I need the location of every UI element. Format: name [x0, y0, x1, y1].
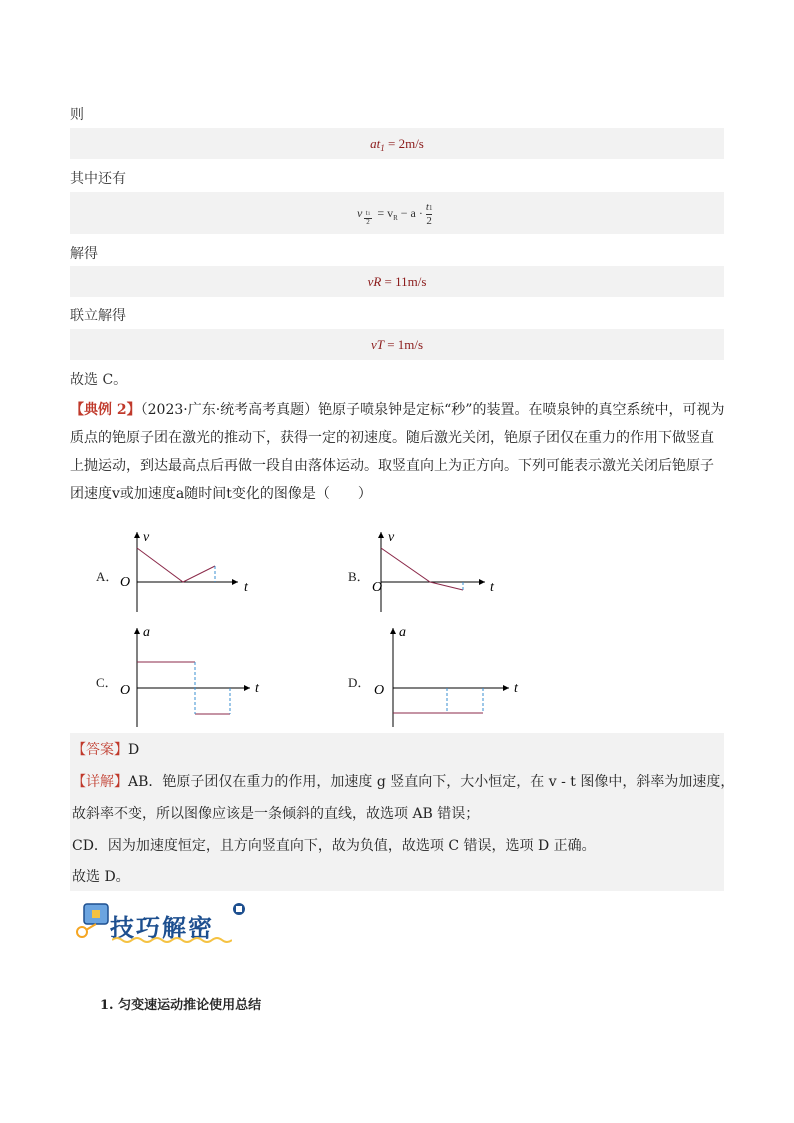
answer-value: D [128, 742, 140, 758]
graph-a-t-label: t [244, 580, 248, 595]
option-c-label[interactable]: C． [96, 675, 118, 690]
formula-minus: − a · [400, 205, 423, 220]
graph-a-v-label: v [143, 530, 150, 545]
text-jiede: 解得 [70, 246, 98, 262]
graph-b-t-label: t [490, 580, 494, 595]
option-d-label[interactable]: D． [348, 675, 371, 690]
conclusion-line: 故选 D。 [72, 869, 130, 885]
text-lianli: 联立解得 [70, 308, 126, 324]
formula-vt-rhs: = 1m/s [387, 337, 424, 352]
graph-a [120, 530, 249, 612]
graph-b [372, 530, 495, 612]
graph-d-t-label: t [514, 681, 518, 696]
formula-v-sub-den: 2 [364, 218, 372, 226]
detail-tag: 【详解】 [72, 774, 128, 790]
banner-badge-icon [232, 902, 246, 916]
formula-at-sub: 1 [380, 143, 385, 153]
graph-d-origin: O [374, 683, 385, 698]
formula-vr-sub: R [393, 213, 398, 222]
detail-text-1: AB．铯原子团仅在重力的作用，加速度 g 竖直向下，大小恒定，在 v - t 图像中，斜率为加速度， [128, 774, 735, 790]
formula-frac-den: 2 [426, 215, 432, 227]
example-line-4: 团速度v或加速度a随时间t变化的图像是（ ） [70, 486, 372, 502]
banner-title: 技巧解密 [110, 914, 214, 942]
detail-line-1 [72, 771, 734, 791]
formula-vr-rhs: = 11m/s [384, 274, 427, 289]
answer-tag: 【答案】 [72, 742, 128, 758]
text-qizhong: 其中还有 [70, 171, 126, 187]
example-line-2: 质点的铯原子团在激光的推动下，获得一定的初速度。随后激光关闭，铯原子团仅在重力的作用下做竖直 [70, 430, 714, 446]
formula-at: at [370, 136, 381, 151]
formula-v-sub-sub: 1 [367, 212, 371, 217]
formula-frac-num: t [425, 201, 429, 213]
option-a-label[interactable]: A． [96, 569, 119, 584]
formula-eq: = v [377, 205, 394, 220]
graph-c-t-label: t [255, 681, 259, 696]
example-line-1: （2023·广东·统考高考真题）铯原子喷泉钟是定标“秒”的装置。在喷泉钟的真空系统中，可视为 [140, 402, 725, 418]
formula-v-sub-num: t [365, 209, 368, 217]
formula-v: v [357, 205, 363, 220]
text-guxuan-c: 故选 C。 [70, 372, 128, 388]
answer-line [72, 739, 139, 759]
example-tag: 【典例 2】 [70, 402, 141, 418]
detail-line-3: CD．因为加速度恒定，且方向竖直向下，故为负值，故选项 C 错误，选项 D 正确。 [72, 838, 596, 854]
option-b-label[interactable]: B． [348, 569, 370, 584]
graph-d [374, 625, 519, 727]
formula-vt: vT [370, 337, 384, 352]
text-ze: 则 [70, 107, 84, 123]
section-title: 1. 匀变速运动推论使用总结 [100, 998, 262, 1013]
graph-a-line [137, 548, 215, 582]
graph-b-line [381, 548, 463, 590]
graph-b-v-label: v [388, 530, 395, 545]
formula-vr: vR [367, 274, 382, 289]
formula-frac-num-sub: 1 [428, 204, 433, 212]
detail-line-2: 故斜率不变，所以图像应该是一条倾斜的直线，故选项 AB 错误； [72, 806, 480, 822]
graph-a-origin: O [120, 575, 131, 590]
key-lock-icon [72, 902, 114, 944]
graph-c-origin: O [120, 683, 131, 698]
graph-d-a-label: a [399, 625, 406, 640]
graph-b-origin: O [372, 580, 383, 595]
skills-banner [72, 902, 252, 944]
banner-wave [112, 936, 232, 944]
graph-c-a-label: a [143, 625, 150, 640]
example-line-3: 上抛运动，到达最高点后再做一段自由落体运动。取竖直向上为正方向。下列可能表示激光关闭后铯原子 [70, 458, 714, 474]
formula-at-rhs: = 2m/s [388, 136, 424, 151]
graph-c [120, 625, 260, 727]
